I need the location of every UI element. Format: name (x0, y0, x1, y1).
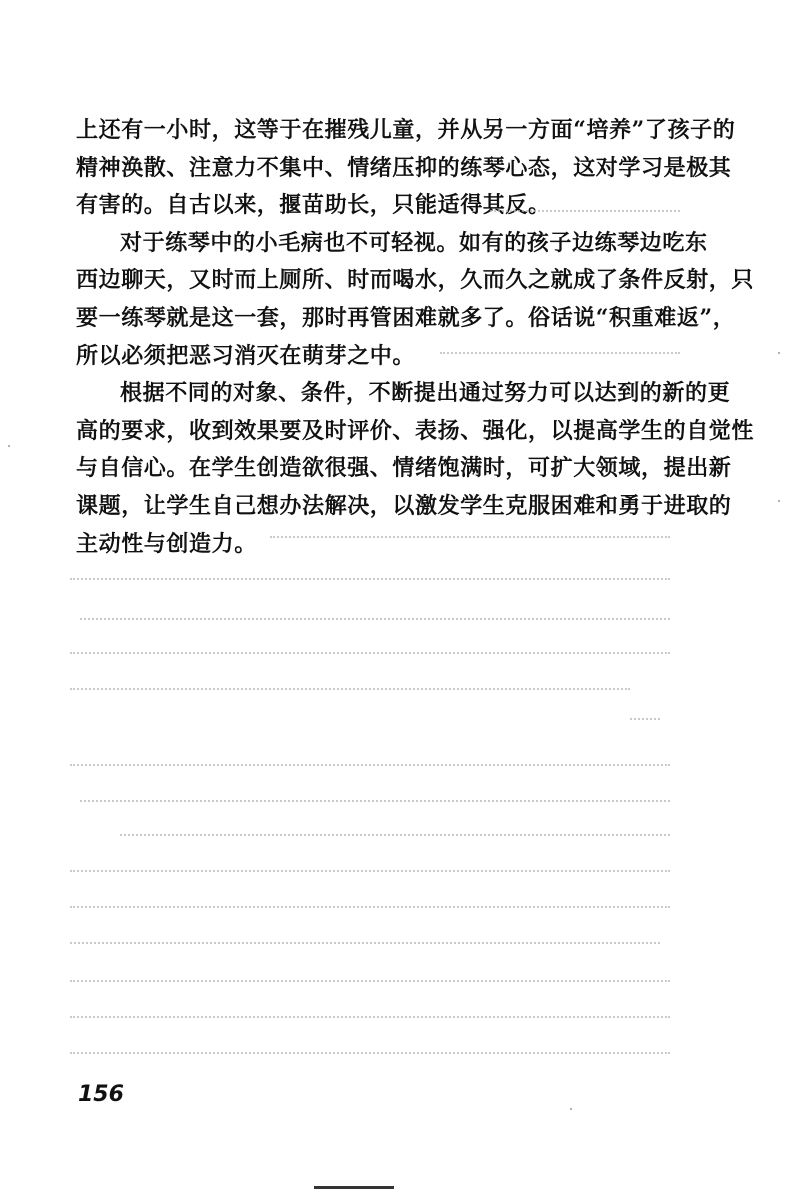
body-text (76, 112, 755, 563)
bleed-through-noise (440, 352, 680, 357)
scan-speck (778, 352, 780, 354)
text-line: 根据不同的对象、条件，不断提出通过努力可以达到的新的更 (120, 380, 731, 407)
text-line: 课题，让学生自己想办法解决，以激发学生克服困难和勇于进取的 (76, 492, 732, 519)
bleed-through-noise (70, 518, 680, 1078)
text-line: 主动性与创造力。 (76, 530, 257, 557)
scan-speck (778, 500, 780, 502)
text-line: 与自信心。在学生创造欲很强、情绪饱满时，可扩大领域，提出新 (76, 455, 732, 482)
text-line: 要一练琴就是这一套，那时再管困难就多了。俗话说“积重难返”， (76, 304, 736, 331)
text-line: 所以必须把恶习消灭在萌芽之中。 (76, 342, 416, 369)
text-line: 上还有一小时，这等于在摧残儿童，并从另一方面“培养”了孩子的 (76, 117, 736, 143)
scan-edge-mark (314, 1186, 394, 1189)
scan-speck (8, 445, 10, 447)
scan-speck (570, 1108, 572, 1110)
text-line: 有害的。自古以来，揠苗助长，只能适得其反。 (76, 192, 551, 219)
bleed-through-noise (490, 210, 680, 215)
text-line: 对于练琴中的小毛病也不可轻视。如有的孩子边练琴边吃东 (120, 229, 708, 256)
text-line: 精神涣散、注意力不集中、情绪压抑的练琴心态，这对学习是极其 (76, 154, 732, 181)
text-line: 西边聊天，又时而上厕所、时而喝水，久而久之就成了条件反射，只 (76, 267, 755, 294)
text-line: 高的要求，收到效果要及时评价、表扬、强化，以提高学生的自觉性 (76, 417, 755, 444)
page-number: 156 (78, 1082, 124, 1107)
